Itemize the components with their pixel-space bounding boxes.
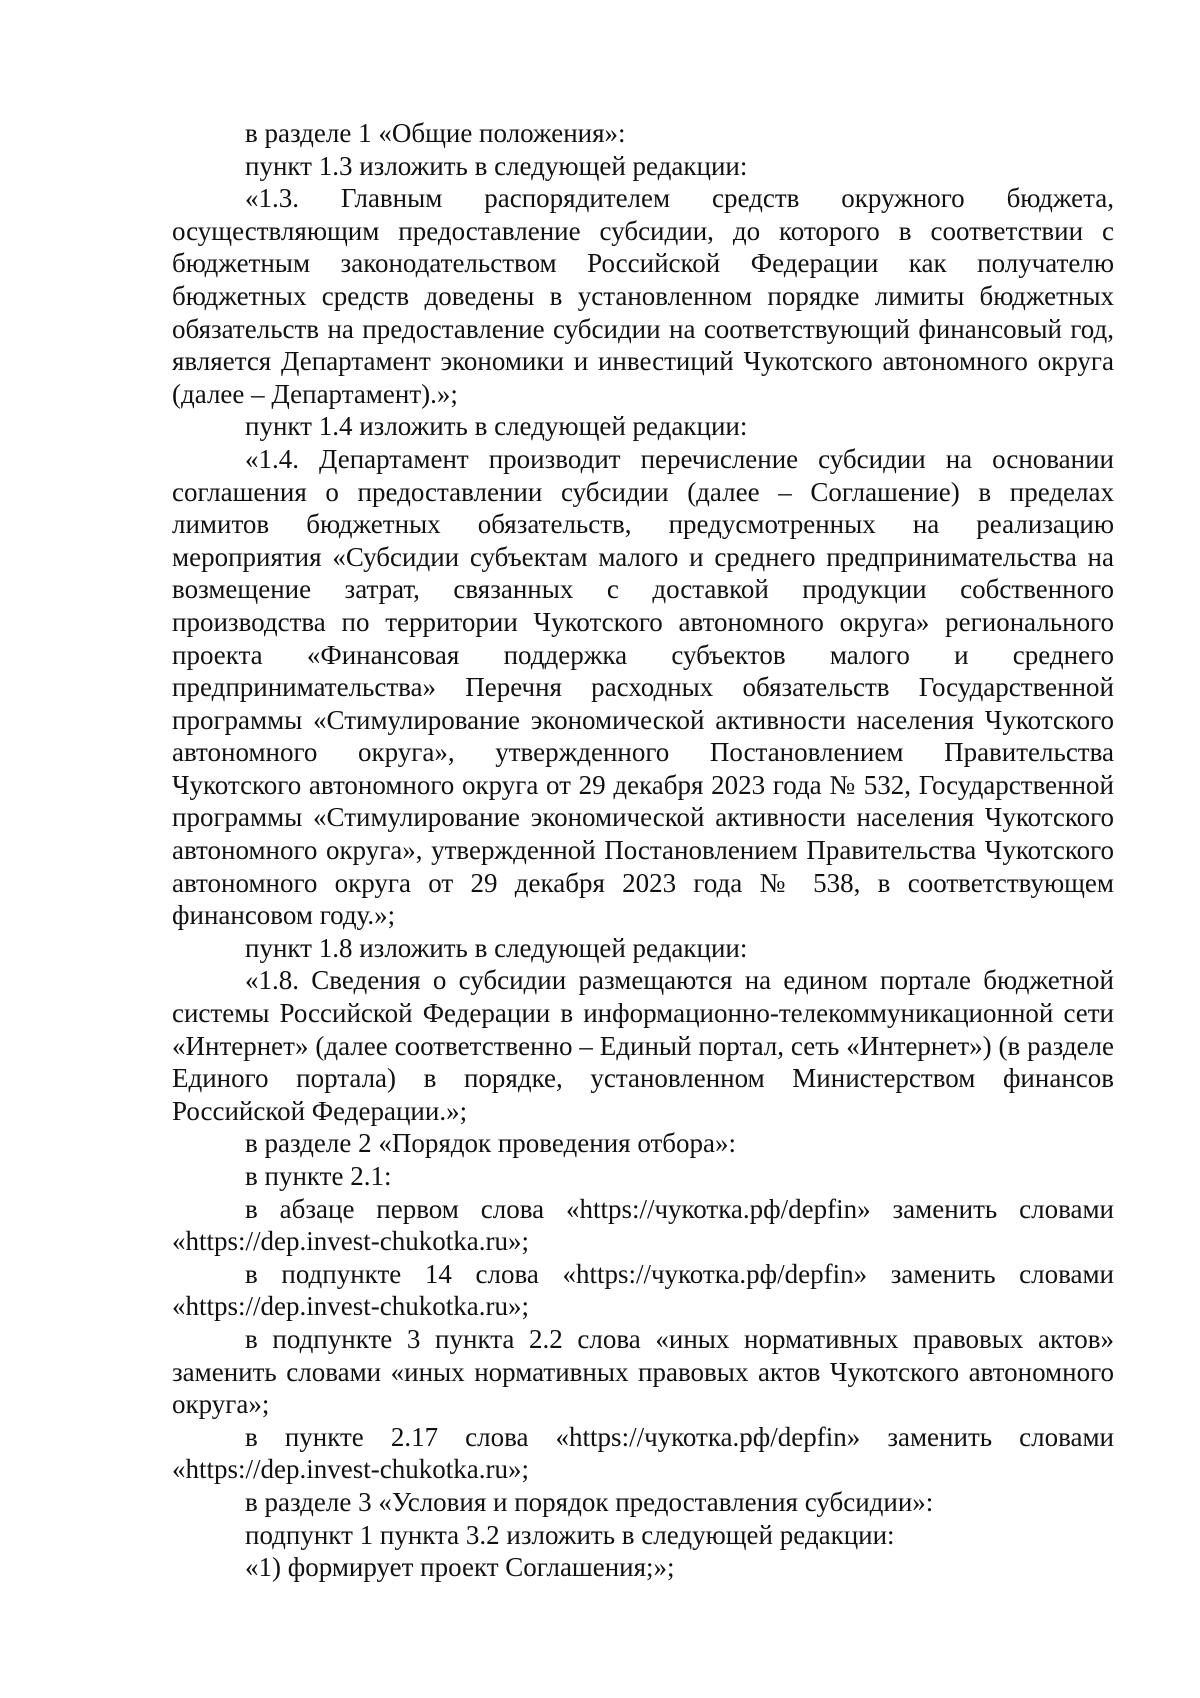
paragraph-item-1-3-intro: пункт 1.3 изложить в следующей редакции:	[245, 150, 748, 181]
paragraph-item-1-4-text: «1.4. Департамент производит перечисление субсидии на основании соглашения о предоставлении субсидии (далее – Соглашение) в пределах лимитов бюджетных обязательств, предусмотренных на реализацию мероприятия «Субсидии субъектам малого и среднего предпринимательства на возмещение затрат, связанных с доставкой продукции собственного производства по территории Чукотского автономного округа» регионального проекта «Финансовая поддержка субъектов малого и среднего предпринимательства» Перечня расходных обязательств Государственной программы «Стимулирование экономической активности населения Чукотского автономного округа», утвержденного Постановлением Правительства Чукотского автономного округа от 29 декабря 2023 года № 532, Государственной программы «Стимулирование экономической активности населения Чукотского автономного округа», утвержденной Постановлением Правительства Чукотского автономного округа от 29 декабря 2023 года № 538, в соответствующем финансовом году.»;	[172, 443, 1114, 931]
paragraph-item-2-1-first-abzats: в абзаце первом слова «https://чукотка.рф/depfin» заменить словами «https://dep.invest-chukotka.ru»;	[172, 1193, 1114, 1257]
paragraph-item-1-8-text: «1.8. Сведения о субсидии размещаются на едином портале бюджетной системы Российской Федерации в информационно-телекоммуникационной сети «Интернет» (далее соответственно – Единый портал, сеть «Интернет») (в разделе Единого портала) в порядке, установленном Министерством финансов Российской Федерации.»;	[172, 965, 1114, 1126]
paragraph-item-3-2-subitem-1: «1) формирует проект Соглашения;»;	[245, 1552, 675, 1583]
paragraph-item-2-1-intro: в пункте 2.1:	[245, 1161, 392, 1191]
paragraph-section-3-heading: в разделе 3 «Условия и порядок предоставления субсидии»:	[245, 1486, 934, 1517]
paragraph-section-1-heading: в разделе 1 «Общие положения»:	[245, 118, 626, 148]
paragraph-item-1-3-text: «1.3. Главным распорядителем средств окружного бюджета, осуществляющим предоставление субсидии, до которого в соответствии с бюджетным законодательством Российской Федерации как получателю бюджетных средств доведены в установленном порядке лимиты бюджетных обязательств на предоставление субсидии на соответствующий финансовый год, является Департамент экономики и инвестиций Чукотского автономного округа (далее – Департамент).»;	[172, 183, 1114, 409]
document-body	[172, 117, 1114, 1584]
paragraph-item-2-1-subitem-14: в подпункте 14 слова «https://чукотка.рф/depfin» заменить словами «https://dep.invest-chukotka.ru»;	[172, 1258, 1114, 1322]
paragraph-item-1-4-intro: пункт 1.4 изложить в следующей редакции:	[245, 411, 748, 442]
paragraph-item-2-2-subitem-3: в подпункте 3 пункта 2.2 слова «иных нормативных правовых актов» заменить словами «иных нормативных правовых актов Чукотского автономного округа»;	[172, 1323, 1114, 1420]
paragraph-item-1-8-intro: пункт 1.8 изложить в следующей редакции:	[245, 932, 748, 963]
paragraph-item-2-17: в пункте 2.17 слова «https://чукотка.рф/depfin» заменить словами «https://dep.invest-chukotka.ru»;	[172, 1421, 1114, 1485]
paragraph-section-2-heading: в разделе 2 «Порядок проведения отбора»:	[245, 1128, 736, 1159]
paragraph-item-3-2-intro: подпункт 1 пункта 3.2 изложить в следующей редакции:	[245, 1519, 895, 1550]
